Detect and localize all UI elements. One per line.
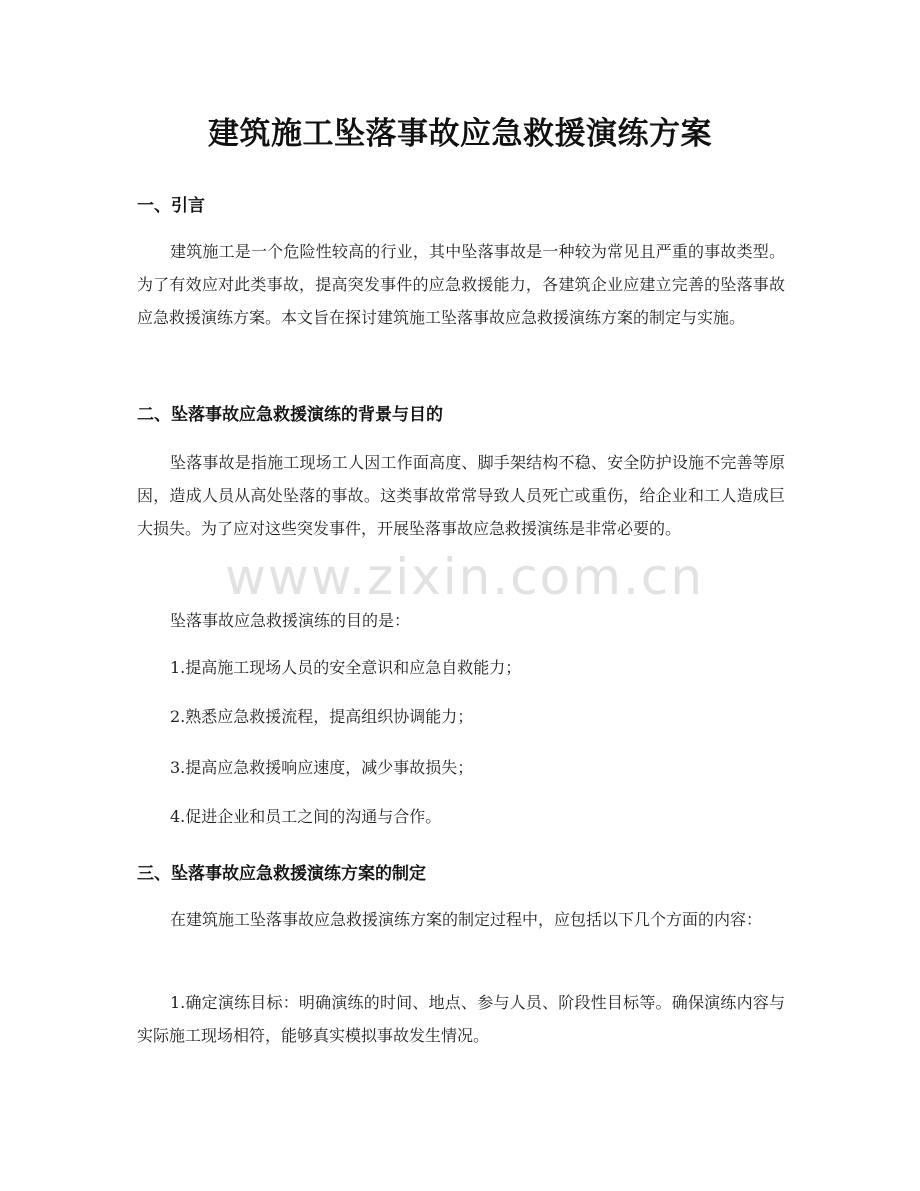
paragraph-purpose-intro: 坠落事故应急救援演练的目的是：	[170, 611, 411, 630]
paragraph-background: 坠落事故是指施工现场工人因工作面高度、脚手架结构不稳、安全防护设施不完善等原因，造成人员从高处坠落的事故。这类事故常常导致人员死亡或重伤，给企业和工人造成巨大损失。为了应对这些突发事件，开展坠落事故应急救援演练是非常必要的。	[137, 453, 785, 538]
paragraph-intro: 建筑施工是一个危险性较高的行业，其中坠落事故是一种较为常见且严重的事故类型。为了有效应对此类事故，提高突发事件的应急救援能力，各建筑企业应建立完善的坠落事故应急救援演练方案。本文旨在探讨建筑施工坠落事故应急救援演练方案的制定与实施。	[137, 242, 785, 327]
list-item-plan-1: 1.确定演练目标：明确演练的时间、地点、参与人员、阶段性目标等。确保演练内容与实际施工现场相符，能够真实模拟事故发生情况。	[137, 993, 785, 1045]
list-item-purpose-1: 1.提高施工现场人员的安全意识和应急自救能力；	[170, 658, 522, 677]
watermark: www.zixin.com.cn	[225, 548, 705, 606]
document-title: 建筑施工坠落事故应急救援演练方案	[208, 116, 712, 152]
section-heading-intro: 一、引言	[137, 196, 205, 216]
section-heading-background: 二、坠落事故应急救援演练的背景与目的	[137, 405, 443, 425]
paragraph-plan-intro: 在建筑施工坠落事故应急救援演练方案的制定过程中，应包括以下几个方面的内容：	[170, 910, 763, 929]
list-item-purpose-3: 3.提高应急救援响应速度，减少事故损失；	[170, 758, 474, 777]
list-item-purpose-4: 4.促进企业和员工之间的沟通与合作。	[170, 807, 442, 826]
section-heading-plan: 三、坠落事故应急救援演练方案的制定	[137, 864, 426, 884]
list-item-purpose-2: 2.熟悉应急救援流程，提高组织协调能力；	[170, 707, 474, 726]
